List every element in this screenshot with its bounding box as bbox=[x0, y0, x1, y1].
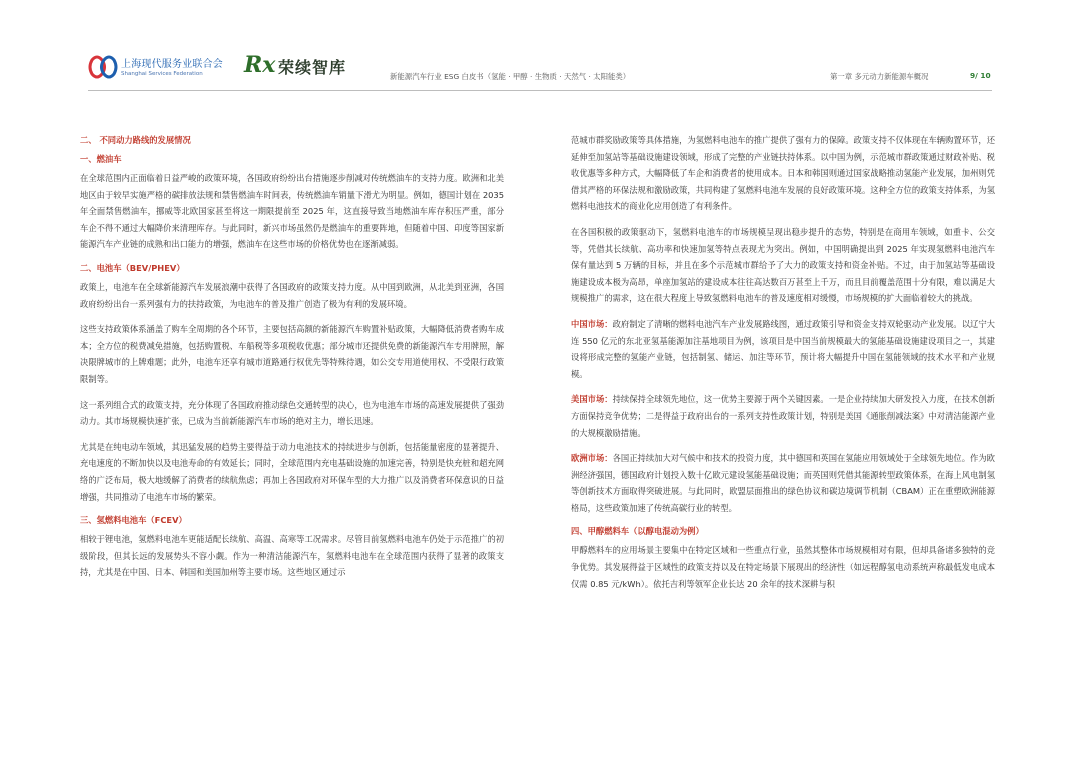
us-market-label: 美国市场： bbox=[571, 394, 613, 405]
china-market-text: 政府制定了清晰的燃料电池汽车产业发展路线图，通过政策引导和资金支持双轮驱动产业发展。以辽宁大连 550 亿元的东北亚氢基能源加注基地项目为例，该项目是中国当前规模最大的氢能基础设施建设项目之一，其建设将形成完整的氢能产业链，包括制氢、储运、加注等环节，预计将大幅提升中国在氢能领域的技术水平和产业规模。 bbox=[571, 318, 995, 379]
paragraph: 尤其是在纯电动车领域，其迅猛发展的趋势主要得益于动力电池技术的持续进步与创新，包括能量密度的显著提升、充电速度的不断加快以及电池寿命的有效延长；同时，全球范围内充电基础设施的加速完善，特别是快充桩和超充网络的广泛布局，极大地缓解了消费者的续航焦虑；再加上各国政府对环保车型的大力推广以及消费者环保意识的日益增强，共同推动了电池车市场的繁荣。 bbox=[80, 441, 504, 502]
paragraph-us-market bbox=[571, 391, 995, 441]
paragraph: 这一系列组合式的政策支持，充分体现了各国政府推动绿色交通转型的决心，也为电池车市场的高速发展提供了强劲动力。其市场规模快速扩张，已成为当前新能源汽车市场的绝对主力，增长迅速。 bbox=[80, 399, 504, 427]
subsection-title-methanol-vehicles: 四、甲醇燃料车（以醇电混动为例） bbox=[571, 526, 704, 537]
federation-logo bbox=[88, 52, 238, 84]
brand-mark: Rx bbox=[244, 52, 276, 78]
subsection-title-fuel-cell-vehicles: 三、氢燃料电池车（FCEV） bbox=[80, 515, 187, 526]
brand-logo bbox=[244, 52, 364, 82]
federation-name-en: Shanghai Services Federation bbox=[121, 71, 203, 77]
right-column bbox=[571, 132, 995, 744]
federation-logo-icon bbox=[88, 52, 118, 82]
china-market-label: 中国市场： bbox=[571, 318, 613, 329]
section-title: 二、 不同动力路线的发展情况 bbox=[80, 135, 191, 145]
subsection-title-fuel-vehicles: 一、燃油车 bbox=[80, 154, 122, 164]
us-market-text: 持续保持全球领先地位，这一优势主要源于两个关键因素。一是企业持续加大研发投入力度，在技术创新方面保持竞争优势；二是得益于政府出台的一系列支持性政策计划，特别是美国《通胀削减法案》中对清洁能源产业的大规模激励措施。 bbox=[571, 394, 995, 438]
paragraph-europe-market bbox=[571, 450, 995, 516]
report-title: 新能源汽车行业 ESG 白皮书（氢能 · 甲醇 · 生物质 · 天然气 · 太阳能类） bbox=[390, 72, 631, 81]
left-column bbox=[80, 132, 504, 744]
page-number: 9/ 10 bbox=[970, 71, 991, 80]
paragraph-china-market bbox=[571, 316, 995, 382]
paragraph: 在各国积极的政策驱动下，氢燃料电池车的市场规模呈现出稳步提升的态势，特别是在商用车领域，如重卡、公交等，凭借其长续航、高功率和快速加氢等特点表现尤为突出。例如，中国明确提出到 2025 年实现氢燃料电池汽车保有量达到 5 万辆的目标，并且在多个示范城市群给予了大力的政策支持和资金补贴。不过，由于加氢站等基础设施建设成本极为高昂，单座加氢站的建设成本往往高达数百万甚至上千万，而且目前覆盖范围十分有限，难以满足大规模推广的需求，这在很大程度上导致氢燃料电池车的普及速度相对缓慢，市场规模的扩大面临着较大的挑战。 bbox=[571, 226, 995, 304]
header-divider bbox=[88, 90, 992, 91]
page-header bbox=[0, 0, 1080, 110]
brand-name: 荣续智库 bbox=[278, 58, 347, 77]
paragraph: 范城市群奖励政策等具体措施，为氢燃料电池车的推广提供了强有力的保障。政策支持不仅体现在车辆购置环节，还延伸至加氢站等基础设施建设领域，形成了完整的产业链扶持体系。以中国为例，示范城市群政策通过财政补贴、税收优惠等多种方式，大幅降低了车企和消费者的使用成本。日本和韩国则通过国家战略推动氢能产业发展，加州则凭借其严格的环保法规和激励政策，共同构建了氢燃料电池车发展的良好政策环境。这种全方位的政策支持体系，为氢燃料电池技术的商业化应用创造了有利条件。 bbox=[571, 135, 995, 212]
paragraph: 在全球范围内正面临着日益严峻的政策环境，各国政府纷纷出台措施逐步削减对传统燃油车的支持力度。欧洲和北美地区由于较早实施严格的碳排放法规和禁售燃油车时间表，传统燃油车销量下滑尤为明显。例如，德国计划在 2035 年全面禁售燃油车，挪威等北欧国家甚至将这一期限提前至 2025 年，这直接导致当地燃油车库存积压严重，部分车企不得不通过大幅降价来清理库存。与此同时，新兴市场虽然仍是燃油车的重要阵地，但随着中国、印度等国家新能源汽车产业链的成熟和出口能力的增强，燃油车在这些市场的价格优势也在逐渐减弱。 bbox=[80, 173, 504, 250]
paragraph: 相较于锂电池，氢燃料电池车更能适配长续航、高温、高寒等工况需求。尽管目前氢燃料电池车仍处于示范推广的初级阶段，但其长远的发展势头不容小觑。作为一种清洁能源汽车，氢燃料电池车在全球范围内获得了显著的政策支持，尤其是在中国、日本、韩国和美国加州等主要市场。这些地区通过示 bbox=[80, 534, 504, 578]
paragraph: 甲醇燃料车的应用场景主要集中在特定区域和一些重点行业，虽然其整体市场规模相对有限，但却具备诸多独特的竞争优势。其发展得益于区域性的政策支持以及在特定场景下展现出的经济性（如远程醇氢电动系统声称最低发电成本仅需 0.85 元/kWh）。依托吉利等领军企业长达 20 余年的技术深耕与积 bbox=[571, 545, 995, 589]
subsection-title-battery-vehicles: 二、电池车（BEV/PHEV） bbox=[80, 262, 185, 273]
federation-name: 上海现代服务业联合会 bbox=[121, 59, 223, 70]
paragraph: 这些支持政策体系涵盖了购车全周期的各个环节，主要包括高额的新能源汽车购置补贴政策，大幅降低消费者购车成本；全方位的税费减免措施，包括购置税、车船税等多项税收优惠；部分城市还提供免费的新能源汽车专用牌照，解决限牌城市的上牌难题；此外，电池车还享有城市道路通行权优先等特殊待遇，如公交专用道使用权、不受限行政策限制等。 bbox=[80, 324, 504, 384]
europe-market-label: 欧洲市场： bbox=[571, 453, 613, 464]
paragraph: 政策上，电池车在全球新能源汽车发展浪潮中获得了各国政府的政策支持力度。从中国到欧洲，从北美到亚洲，各国政府纷纷出台一系列强有力的扶持政策，为电池车的普及推广创造了极为有利的发展环境。 bbox=[80, 281, 504, 309]
europe-market-text: 各国正持续加大对气候中和技术的投资力度，其中德国和英国在氢能应用领域处于全球领先地位。作为欧洲经济强国，德国政府计划投入数十亿欧元建设氢能基础设施；而英国则凭借其能源转型政策体系，在海上风电制氢等创新技术方面取得突破进展。与此同时，欧盟层面推出的绿色协议和碳边境调节机制（CBAM）正在重塑欧洲能源格局，这些政策加速了传统高碳行业的转型。 bbox=[571, 453, 995, 513]
chapter-title: 第一章 多元动力新能源车概况 bbox=[830, 72, 929, 81]
